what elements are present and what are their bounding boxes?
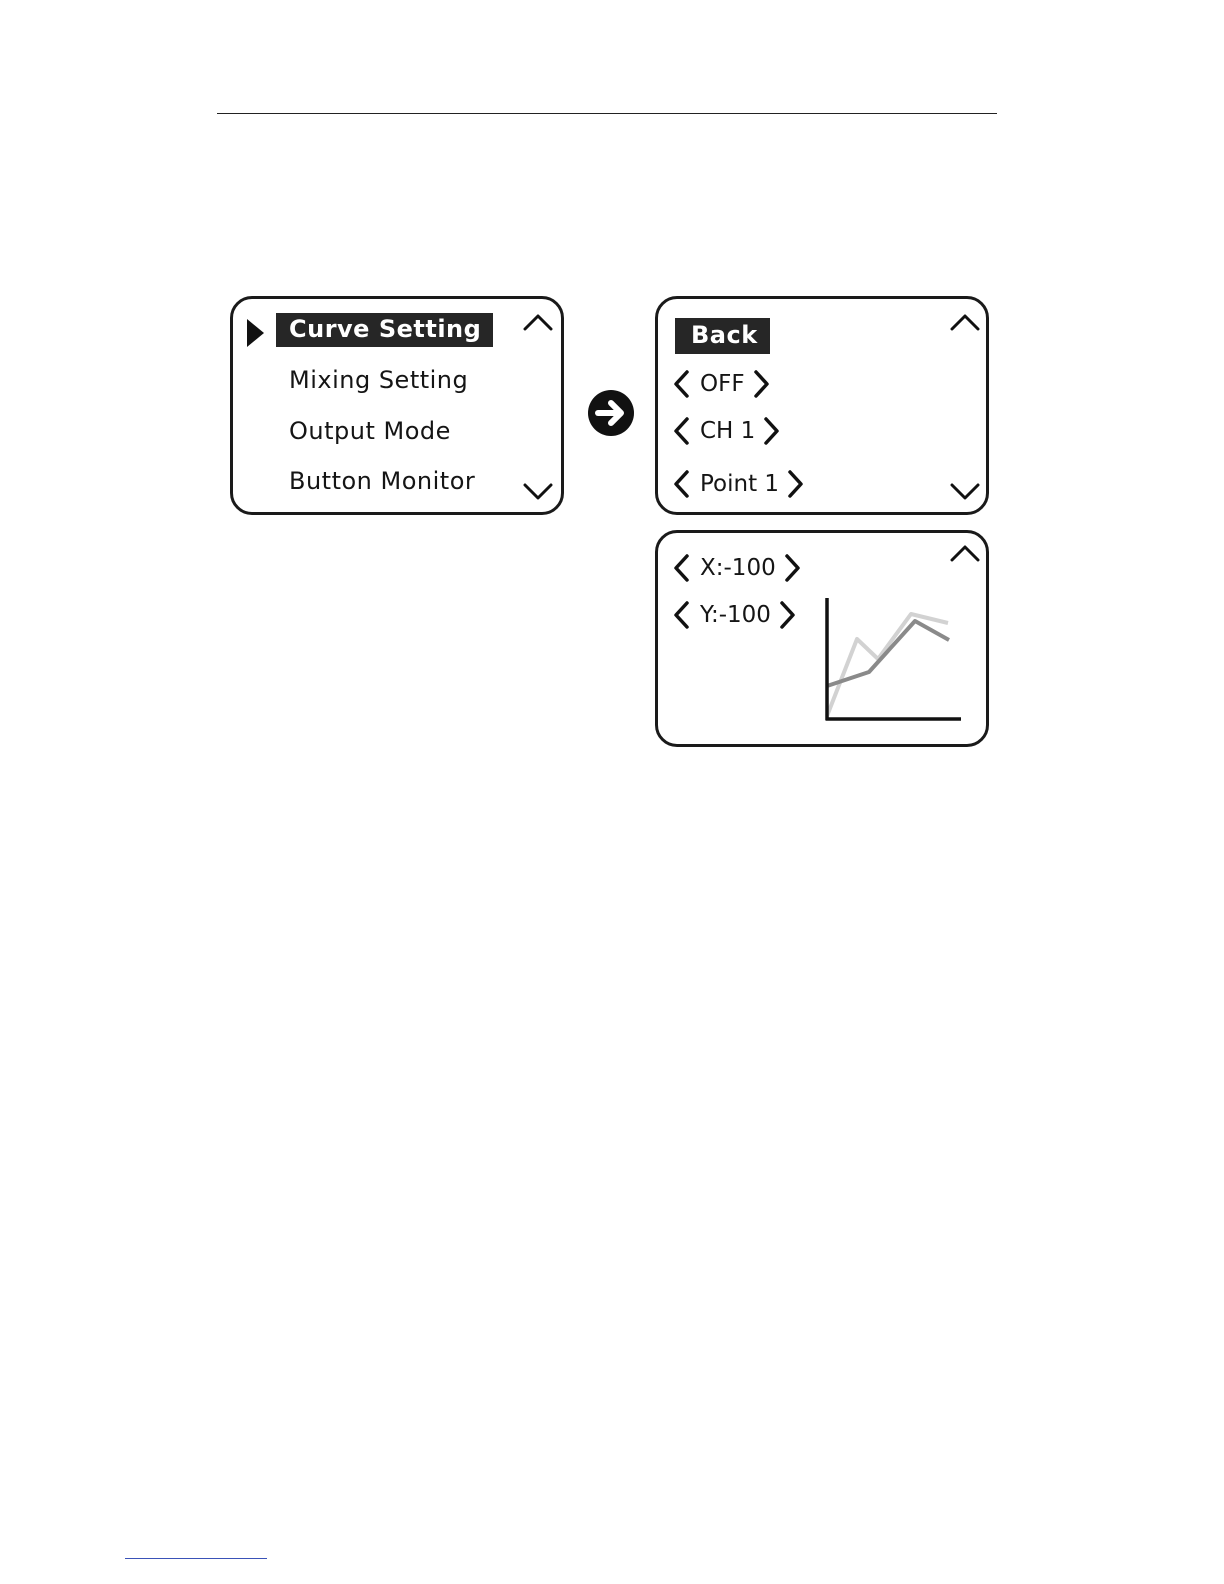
chevron-right-icon[interactable]: [782, 553, 802, 583]
point-selector: [672, 467, 805, 501]
menu-item-output-mode[interactable]: Output Mode: [289, 417, 451, 445]
curve-graph: [813, 592, 973, 727]
chevron-left-icon[interactable]: [672, 416, 692, 446]
menu-item-curve-setting[interactable]: Curve Setting: [276, 313, 493, 347]
menu-screen: [230, 296, 564, 515]
chevron-left-icon[interactable]: [672, 469, 692, 499]
header-rule: [217, 113, 997, 114]
chevron-right-icon[interactable]: [785, 469, 805, 499]
chevron-left-icon[interactable]: [672, 369, 692, 399]
channel-selector: [672, 414, 781, 448]
menu-item-mixing-setting[interactable]: Mixing Setting: [289, 366, 469, 394]
menu-item-button-monitor[interactable]: Button Monitor: [289, 467, 476, 495]
x-value-selector: [672, 551, 802, 585]
chevron-down-icon[interactable]: [950, 483, 980, 501]
chevron-down-icon[interactable]: [523, 483, 553, 501]
x-value: X:-100: [700, 555, 776, 581]
footnote-rule: [125, 1558, 267, 1559]
curve-state-value: OFF: [700, 371, 745, 397]
chevron-right-icon[interactable]: [761, 416, 781, 446]
triangle-pointer-icon: [247, 319, 264, 347]
point-value: Point 1: [700, 471, 780, 497]
back-button[interactable]: Back: [675, 318, 770, 354]
chevron-up-icon[interactable]: [523, 313, 553, 331]
curve-setting-screen: [655, 296, 989, 515]
chevron-up-icon[interactable]: [950, 544, 980, 562]
y-value: Y:-100: [700, 602, 771, 628]
chevron-right-icon[interactable]: [751, 369, 771, 399]
arrow-right-circle-icon: [587, 389, 635, 437]
chevron-left-icon[interactable]: [672, 553, 692, 583]
chevron-up-icon[interactable]: [950, 313, 980, 331]
chevron-left-icon[interactable]: [672, 600, 692, 630]
y-value-selector: [672, 598, 797, 632]
curve-line-active: [827, 621, 949, 686]
channel-value: CH 1: [700, 418, 756, 444]
chevron-right-icon[interactable]: [777, 600, 797, 630]
curve-state-selector: [672, 367, 771, 401]
